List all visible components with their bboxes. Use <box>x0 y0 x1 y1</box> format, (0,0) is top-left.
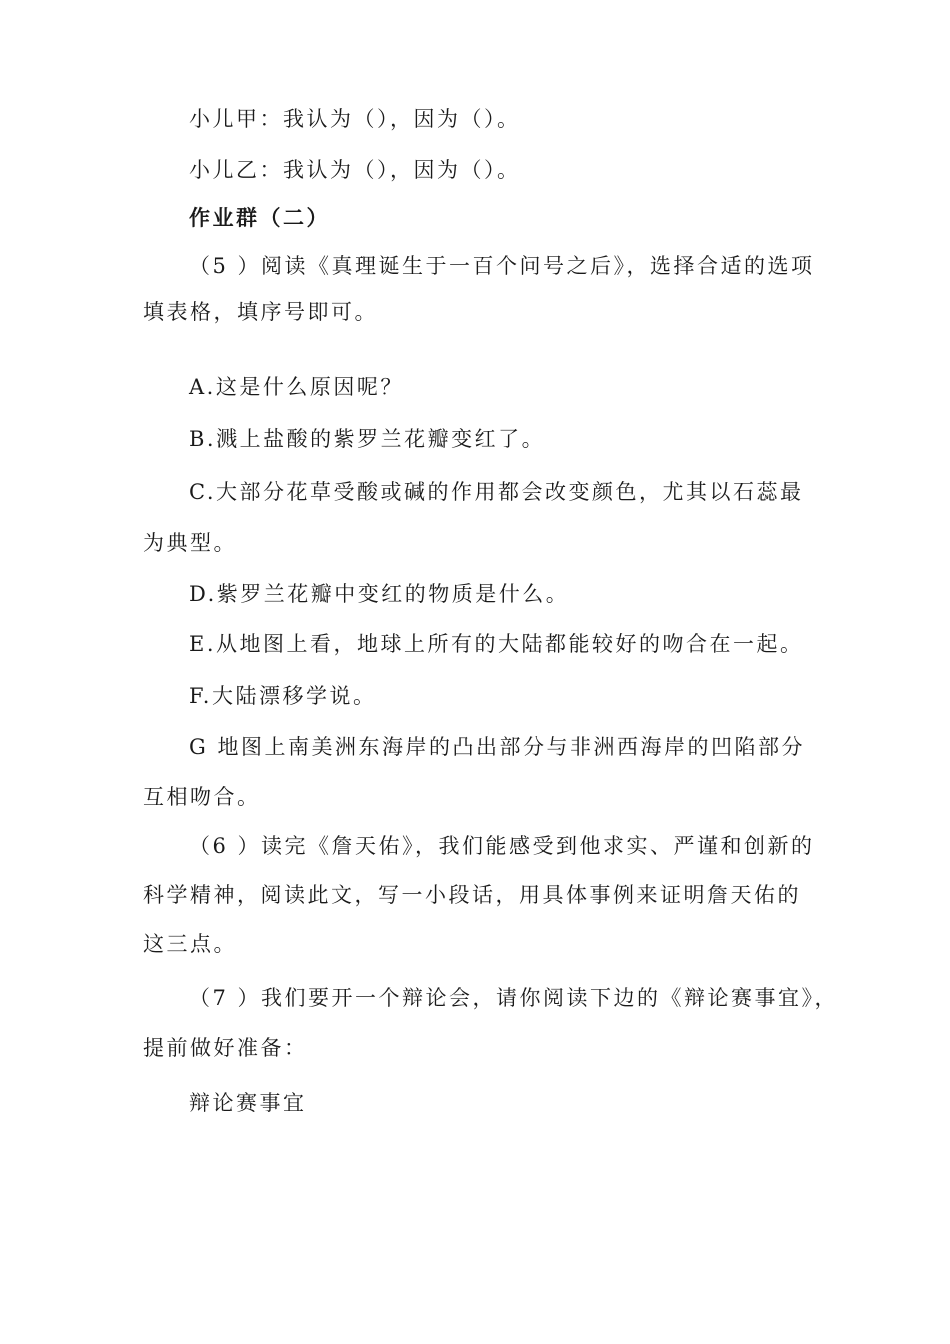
option-e: E.从地图上看，地球上所有的大陆都能较好的吻合在一起。 <box>189 632 804 656</box>
option-b: B.溅上盐酸的紫罗兰花瓣变红了。 <box>189 427 546 451</box>
section-heading: 作业群（二） <box>189 205 330 230</box>
question-7: （7 ）我们要开一个辩论会，请你阅读下边的《辩论赛事宜》， <box>189 986 839 1010</box>
question-6-continued: 科学精神，阅读此文，写一小段话，用具体事例来证明詹天佑的 <box>143 883 801 907</box>
question-5-continued: 填表格，填序号即可。 <box>143 300 378 324</box>
option-g-continued: 互相吻合。 <box>143 785 261 809</box>
dialogue-child-b: 小儿乙：我认为（），因为（）。 <box>189 158 521 182</box>
option-c-continued: 为典型。 <box>143 531 237 555</box>
question-6-end: 这三点。 <box>143 932 237 956</box>
question-5: （5 ）阅读《真理诞生于一百个问号之后》，选择合适的选项 <box>189 254 815 278</box>
question-7-continued: 提前做好准备： <box>143 1036 308 1060</box>
option-c: C.大部分花草受酸或碱的作用都会改变颜色，尤其以石蕊最 <box>189 480 804 504</box>
debate-title: 辩论赛事宜 <box>189 1091 307 1115</box>
option-f: F.大陆漂移学说。 <box>189 684 377 708</box>
dialogue-child-a: 小儿甲：我认为（），因为（）。 <box>189 107 521 131</box>
question-6: （6 ）读完《詹天佑》，我们能感受到他求实、严谨和创新的 <box>189 834 815 858</box>
option-a: A.这是什么原因呢？ <box>189 375 404 399</box>
option-d: D.紫罗兰花瓣中变红的物质是什么。 <box>189 582 570 606</box>
option-g: G 地图上南美洲东海岸的凸出部分与非洲西海岸的凹陷部分 <box>189 735 805 759</box>
